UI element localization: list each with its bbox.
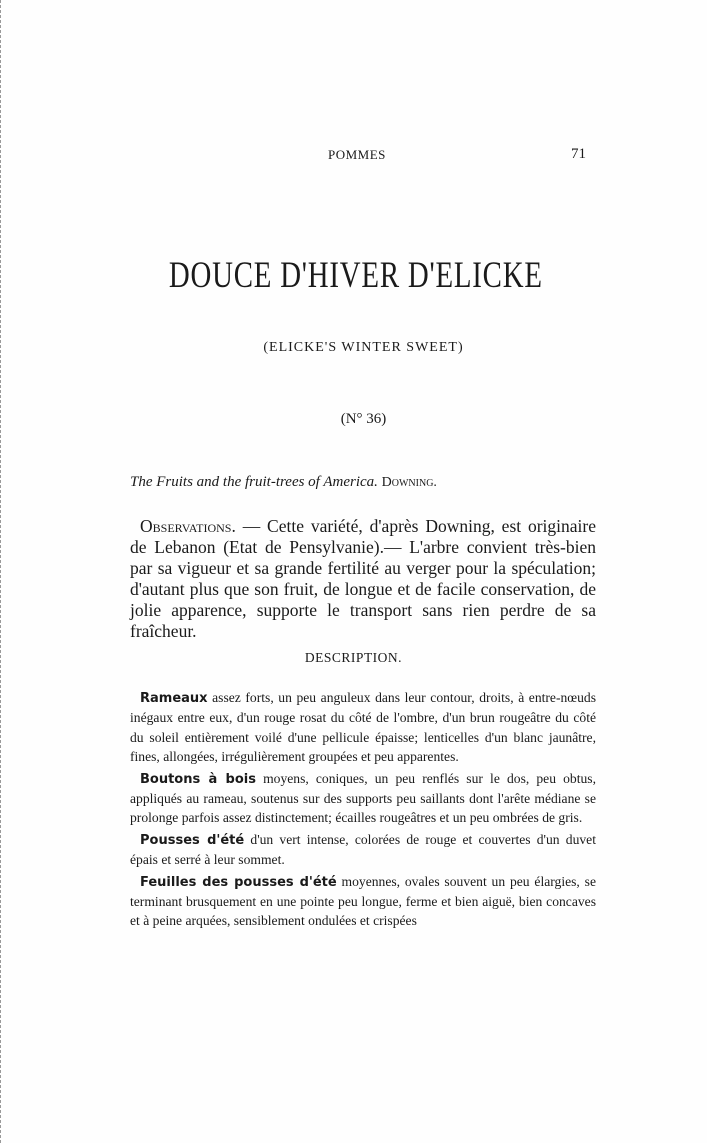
description-text: assez forts, un peu anguleux dans leur contour, droits, à entre-nœuds inégaux entre eux, d'un rouge rosat du côté de l'ombre, d'un brun rougeâtre du côté du soleil entièrement voilé d'une pellicule épaisse; lenticelles d'un blanc jaunâtre, fines, allongées, irrégulièrement groupées et peu apparentes. <box>130 690 596 765</box>
scan-edge <box>0 0 3 1143</box>
citation <box>130 474 437 491</box>
citation-work: The Fruits and the fruit-trees of America. <box>130 474 378 490</box>
citation-author: Downing. <box>381 475 437 490</box>
description-term: Rameaux <box>140 691 208 706</box>
observations-lead: Observations. <box>140 516 236 536</box>
description-paragraph <box>130 769 596 828</box>
page-number: 71 <box>571 146 586 162</box>
description <box>130 688 596 933</box>
variety-number: (N° 36) <box>340 411 387 427</box>
description-paragraph <box>130 872 596 931</box>
running-title: POMMES <box>328 147 386 162</box>
description-heading: DESCRIPTION. <box>304 650 403 665</box>
description-text: moyens, coniques, un peu renflés sur le dos, peu obtus, appliqués au rameau, soutenus sur des supports peu saillants dont l'arête médiane se prolonge parfois assez distinctement; écailles rougeâtres et un peu ombrées de gris. <box>130 770 596 826</box>
description-term: Boutons à bois <box>140 771 256 787</box>
page-title: DOUCE D'HIVER D'ELICKE <box>168 255 543 296</box>
description-text: moyennes, ovales souvent un peu élargies, se terminant brusquement en une pointe peu longue, ferme et bien aiguë, bien concaves et à peine arquées, sensiblement ondulées et crispées <box>130 873 596 929</box>
observations-text: — Cette variété, d'après Downing, est originaire de Lebanon (Etat de Pensylvanie).— L'arbre convient très-bien par sa vigueur et sa grande fertilité au verger pour la spéculation; d'autant plus que son fruit, de longue et de facile conservation, de jolie apparence, supporte le transport sans rien perdre de sa fraîcheur. <box>130 516 596 641</box>
description-term: Feuilles des pousses d'été <box>140 874 337 890</box>
observations-paragraph <box>130 516 596 642</box>
description-paragraph <box>130 830 596 870</box>
description-term: Pousses d'été <box>140 832 245 848</box>
description-paragraph <box>130 688 596 767</box>
subtitle: (ELICKE'S WINTER SWEET) <box>263 340 464 355</box>
description-text: d'un vert intense, colorées de rouge et couvertes d'un duvet épais et serré à leur sommet. <box>130 831 596 868</box>
